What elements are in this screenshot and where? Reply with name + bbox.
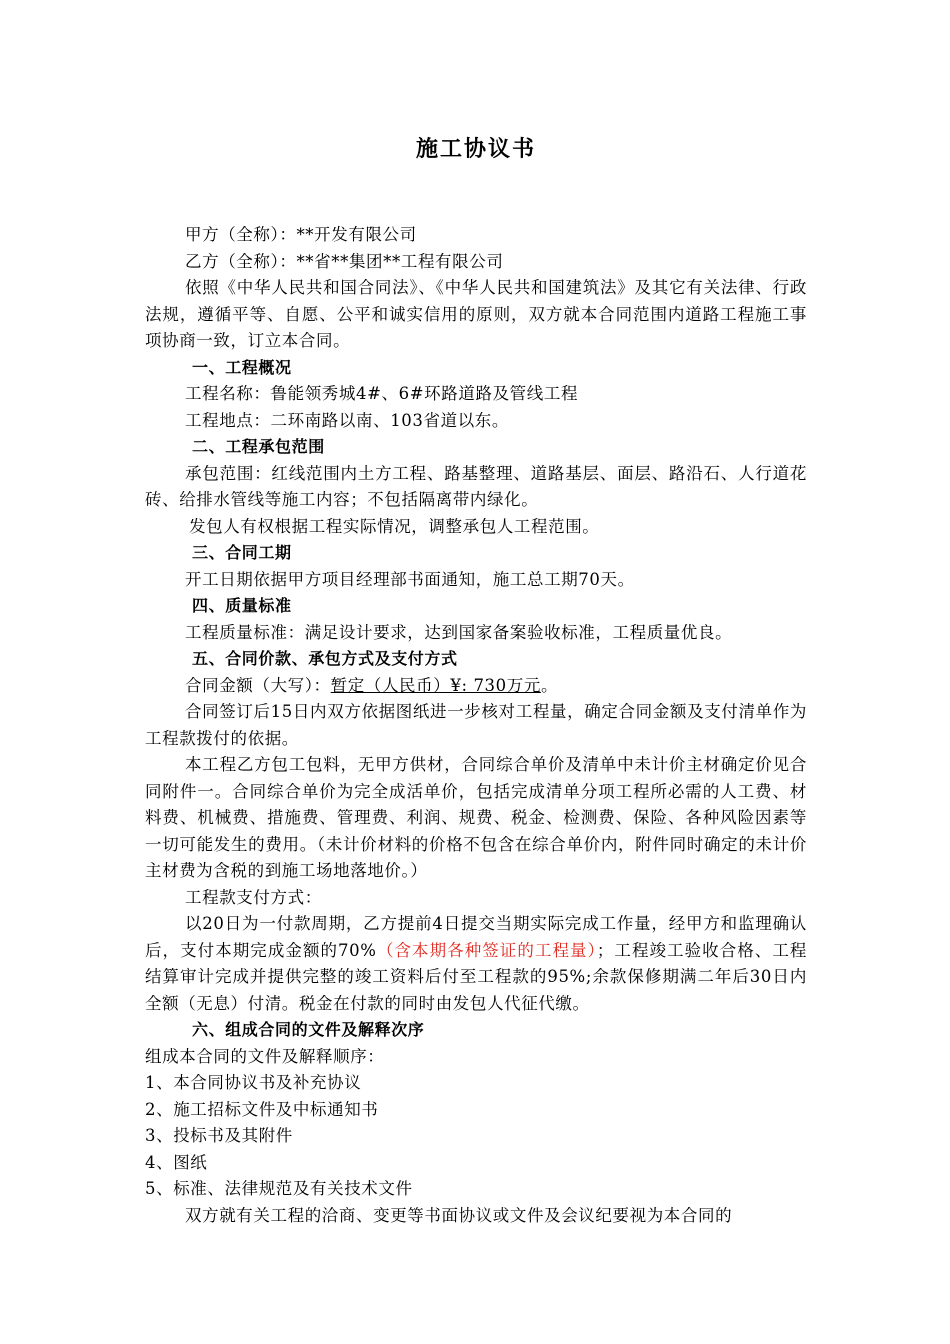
section-2-heading: 二、工程承包范围 <box>192 437 325 456</box>
amount-end: 。 <box>540 675 559 695</box>
document-body <box>145 222 807 1229</box>
scope-adjustment: 发包人有权根据工程实际情况，调整承包人工程范围。 <box>189 516 600 536</box>
project-name: 工程名称：鲁能领秀城4#、6#环路道路及管线工程 <box>185 384 579 403</box>
section-6-heading: 六、组成合同的文件及解释次序 <box>192 1020 425 1039</box>
document-list-item: 4、图纸 <box>145 1152 208 1172</box>
intro-paragraph: 依照《中华人民共和国合同法》、《中华人民共和国建筑法》及其它有关法律、行政法规，遵循平等、自愿、公平和诚实信用的原则，双方就本合同范围内道路工程施工事项协商一致，订立本合同。 <box>145 278 807 350</box>
section-4-heading: 四、质量标准 <box>192 596 292 615</box>
section-5-heading: 五、合同价款、承包方式及支付方式 <box>192 649 458 668</box>
payment-terms-b: ；工程竣工验收合格、工程结算审计完成并提供完整的竣工资料后付至工程款的95%;余款保修期满二年后30日内全额（无息）付清。税金在付款的同时由发包人代征代缴。 <box>145 940 807 1013</box>
document-title: 施工协议书 <box>415 137 536 162</box>
pricing-paragraph: 本工程乙方包工包料，无甲方供材，合同综合单价及清单中未计价主材确定价见合同附件一。合同综合单价为完全成活单价，包括完成清单分项工程所必需的人工费、材料费、机械费、措施费、管理费、利润、规费、税金、检测费、保险、各种风险因素等一切可能发生的费用。（未计价材料的价格不包含在综合单价内，附件同时确定的未计价主材费为含税的到施工场地落地价。） <box>145 755 807 880</box>
payment-terms <box>145 911 807 1017</box>
party-b: 乙方（全称）：**省**集团**工程有限公司 <box>185 251 504 271</box>
contract-scope: 承包范围：红线范围内土方工程、路基整理、道路基层、面层、路沿石、人行道花砖、给排水管线等施工内容；不包括隔离带内绿化。 <box>145 463 807 509</box>
payment-method-label: 工程款支付方式： <box>185 887 322 907</box>
contract-amount <box>145 673 807 700</box>
document-list-item: 2、施工招标文件及中标通知书 <box>145 1099 379 1119</box>
document-list-item: 5、标准、法律规范及有关技术文件 <box>145 1179 413 1198</box>
schedule-text: 开工日期依据甲方项目经理部书面通知，施工总工期70天。 <box>185 569 635 589</box>
section-3-heading: 三、合同工期 <box>192 543 292 562</box>
documents-intro: 组成本合同的文件及解释顺序： <box>145 1046 385 1066</box>
party-a: 甲方（全称）：**开发有限公司 <box>185 225 417 244</box>
section-1-heading: 一、工程概况 <box>192 357 292 377</box>
payment-terms-a: 以20日为一付款周期，乙方提前4日提交当期实际完成工作量，经甲方和监理确认后，支付本期完成金额的70% <box>145 914 807 960</box>
quality-text: 工程质量标准：满足设计要求，达到国家备案验收标准，工程质量优良。 <box>185 622 733 642</box>
document-list-item: 3、投标书及其附件 <box>145 1126 293 1145</box>
amount-label: 合同金额（大写）： <box>185 675 331 695</box>
closing-paragraph: 双方就有关工程的洽商、变更等书面协议或文件及会议纪要视为本合同的 <box>185 1205 733 1225</box>
payment-terms-highlight: （含本期各种签证的工程量） <box>376 940 597 960</box>
payment-basis: 合同签订后15日内双方依据图纸进一步核对工程量，确定合同金额及支付清单作为工程款拨付的依据。 <box>145 702 807 748</box>
amount-value: 暂定（人民币）¥: 730万元 <box>330 675 541 695</box>
project-location: 工程地点：二环南路以南、103省道以东。 <box>185 410 509 430</box>
document-list-item: 1、本合同协议书及补充协议 <box>145 1073 362 1092</box>
